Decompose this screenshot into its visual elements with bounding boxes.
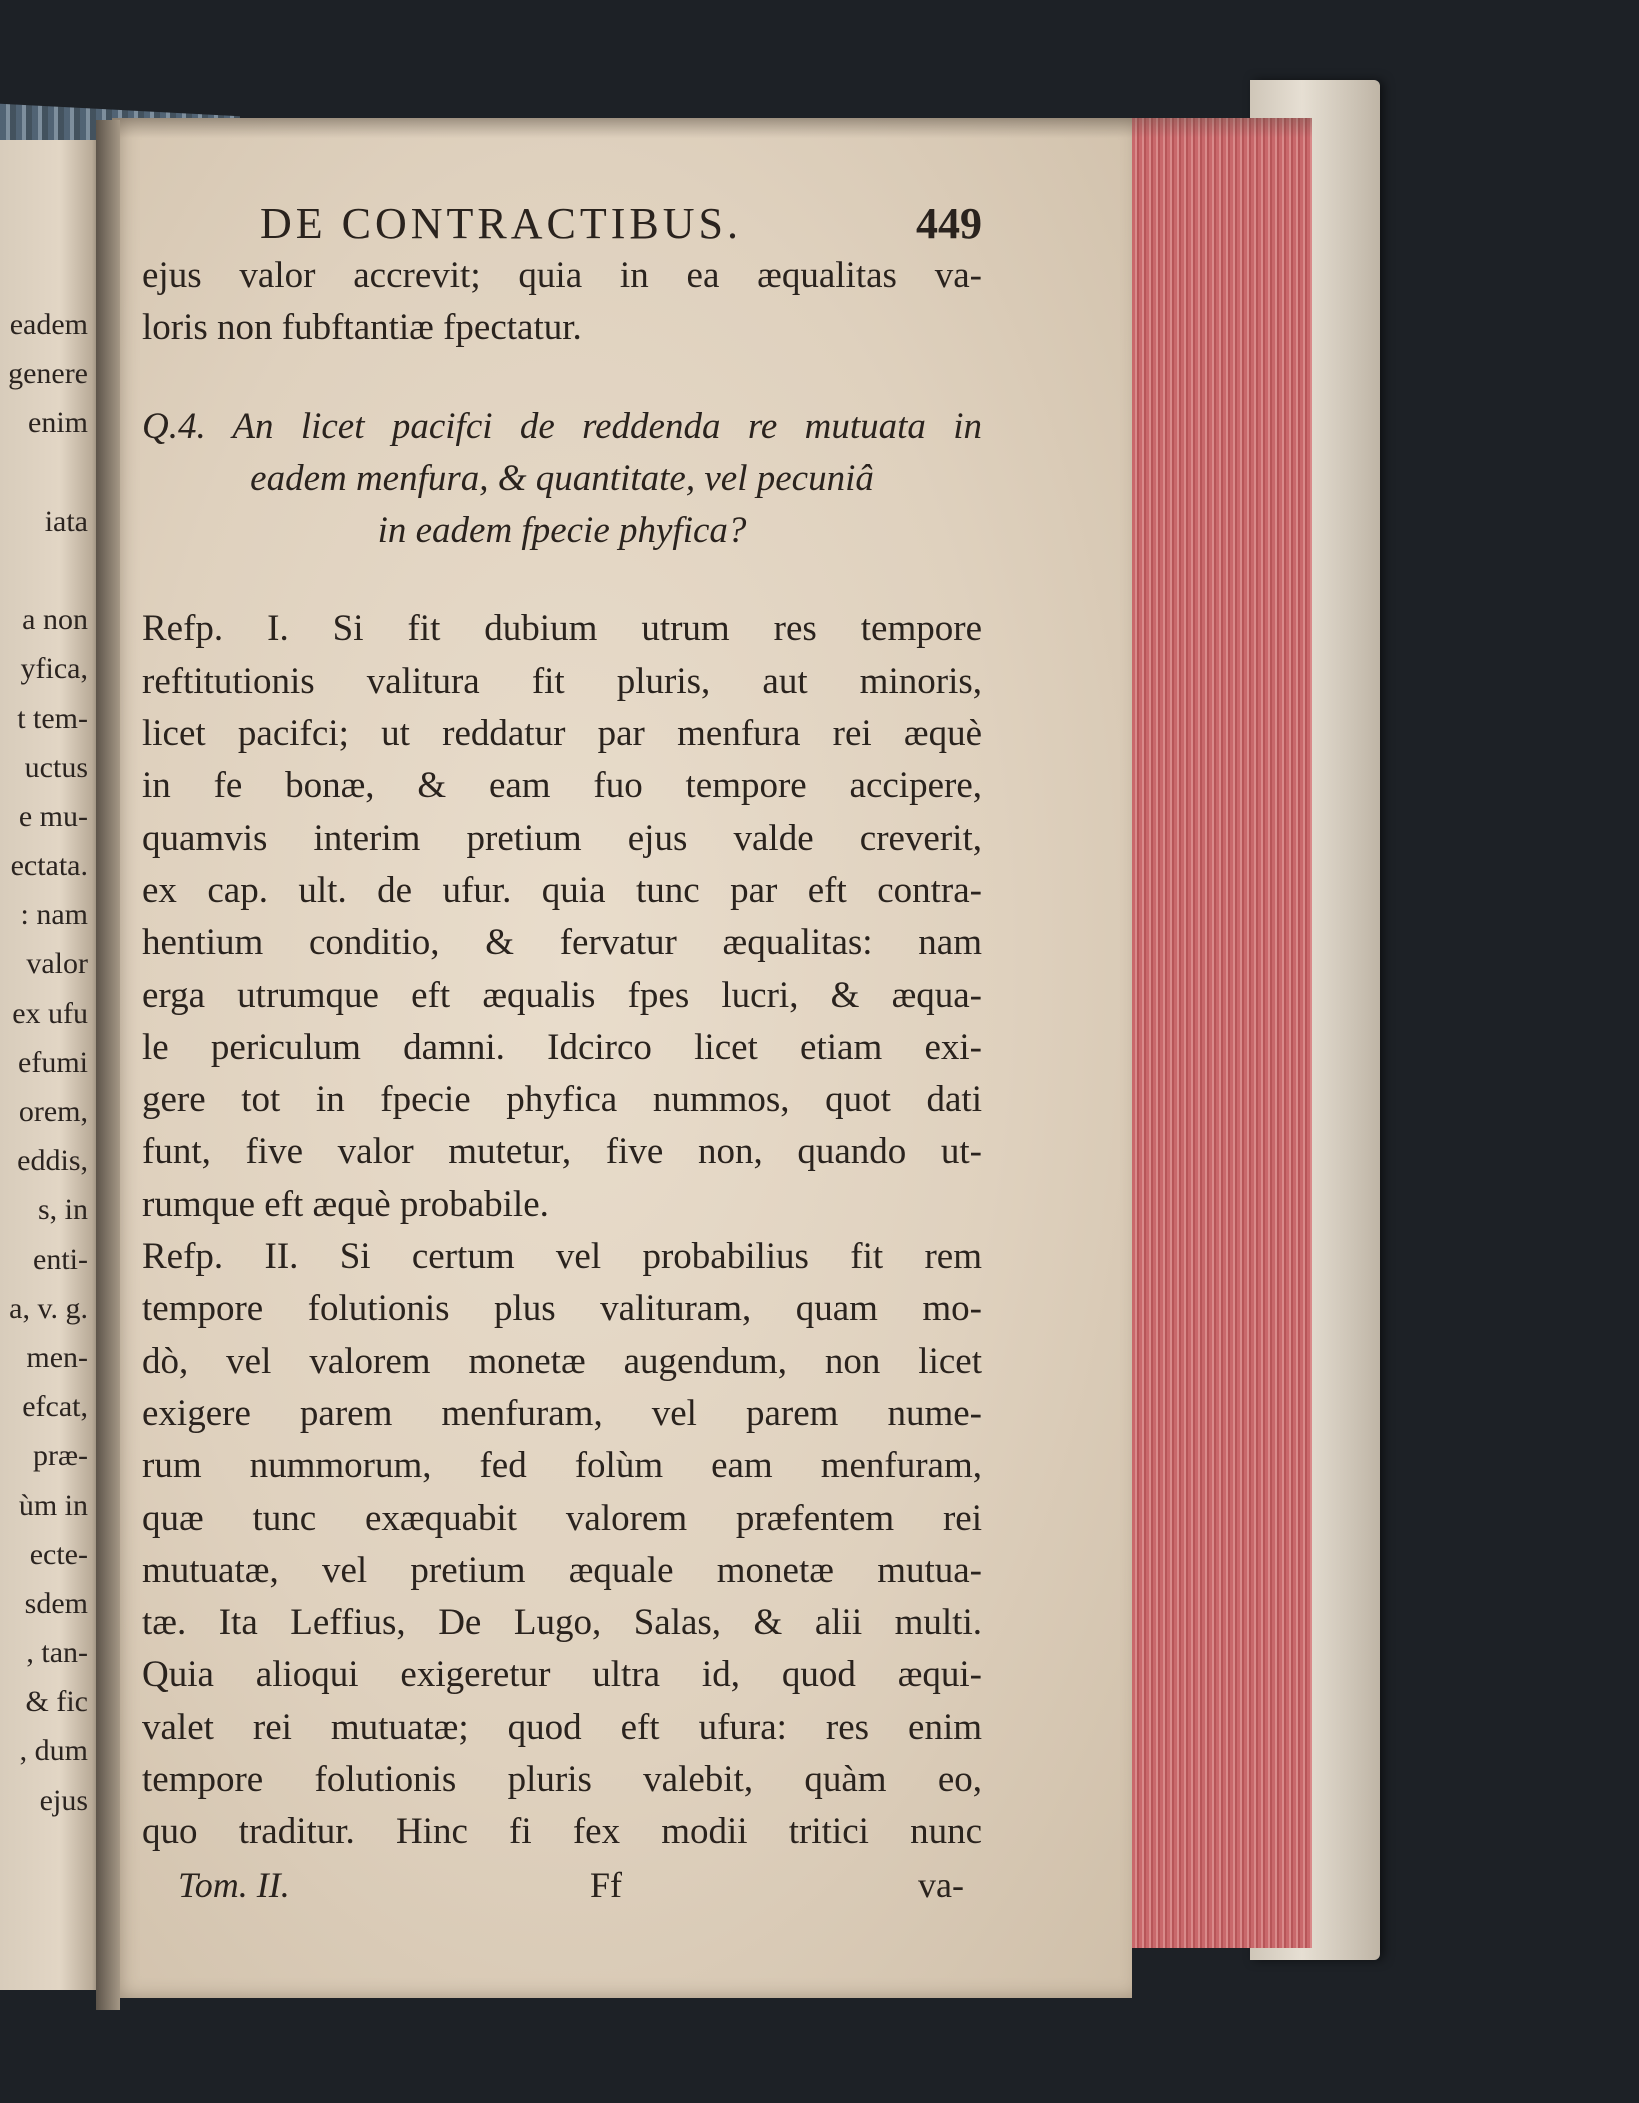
left-line-fragment: ectata. — [10, 849, 88, 883]
paragraph-continuation — [142, 250, 982, 355]
left-line-fragment: & fic — [25, 1685, 88, 1719]
page-number: 449 — [916, 199, 982, 248]
response-two — [142, 1231, 982, 1859]
left-line-fragment: yfica, — [20, 652, 88, 686]
text-line: quo traditur. Hinc fi fex modii tritici nunc — [142, 1811, 982, 1853]
left-line-fragment: ùm in — [18, 1488, 88, 1522]
left-line-fragment: efumi — [18, 1045, 88, 1079]
left-line-fragment: , dum — [19, 1734, 88, 1768]
catchline — [142, 1859, 982, 1911]
text-line: ex cap. ult. de ufur. quia tunc par eft contra- — [142, 869, 982, 911]
left-line-fragment: t tem- — [17, 701, 88, 735]
left-line-fragment: a, v. g. — [9, 1291, 88, 1325]
left-line-fragment: orem, — [18, 1095, 88, 1128]
text-line: rumque eft æquè probabile. — [142, 1183, 549, 1225]
text-line: ejus valor accrevit; quia in ea æqualitas va- — [142, 255, 982, 296]
text-line: licet pacifci; ut reddatur par menfura rei æquè — [142, 713, 982, 755]
left-line-fragment — [0, 546, 88, 595]
text-line: erga utrumque eft æqualis fpes lucri, & æqua- — [142, 974, 982, 1016]
left-line-fragment: præ- — [33, 1439, 88, 1473]
text-line: Quia alioqui exigeretur ultra id, quod æqui- — [142, 1654, 982, 1696]
left-line-fragment: efcat, — [22, 1390, 88, 1424]
text-line: mutuatæ, vel pretium æquale monetæ mutua- — [142, 1549, 982, 1591]
right-page-text — [142, 190, 982, 1911]
left-line-fragment: eddis, — [17, 1144, 88, 1178]
question-line: Q.4. An licet pacifci de reddenda re mutuata in — [142, 405, 982, 447]
text-line: quæ tunc exæquabit valorem præfentem rei — [142, 1497, 982, 1539]
text-line: hentium conditio, & fervatur æqualitas: nam — [142, 922, 982, 964]
text-line: tæ. Ita Leffius, De Lugo, Salas, & alii multi. — [142, 1602, 982, 1644]
left-line-fragment: enim — [28, 406, 88, 440]
left-line-fragment: e mu- — [18, 799, 88, 833]
running-head — [142, 190, 982, 250]
left-line-fragment: men- — [26, 1340, 88, 1374]
text-line: exigere parem menfuram, vel parem nume- — [142, 1392, 982, 1434]
left-line-fragment: valor — [26, 947, 88, 981]
page-shadow — [112, 118, 1312, 138]
text-line: le periculum damni. Idcirco licet etiam exi- — [142, 1026, 982, 1068]
question-heading — [142, 401, 982, 558]
left-line-fragment: sdem — [24, 1586, 88, 1620]
catchword: va- — [918, 1864, 964, 1905]
text-line: reftitutionis valitura fit pluris, aut minoris, — [142, 660, 982, 702]
text-line: rum nummorum, fed folùm eam menfuram, — [142, 1445, 982, 1487]
running-head-title: DE CONTRACTIBUS. — [260, 199, 743, 248]
volume-mark: Tom. II. — [178, 1864, 290, 1905]
left-line-fragment — [0, 448, 88, 497]
text-line: loris non fubftantiæ fpectatur. — [142, 307, 582, 349]
question-line: in eadem fpecie phyfica? — [377, 510, 747, 552]
response-one — [142, 603, 982, 1231]
text-line: dò, vel valorem monetæ augendum, non licet — [142, 1340, 982, 1382]
signature-mark: Ff — [590, 1864, 623, 1905]
question-line: eadem menfura, & quantitate, vel pecuniâ — [250, 457, 874, 499]
gutter — [96, 120, 120, 2010]
left-line-fragment: ejus — [39, 1783, 88, 1817]
left-line-fragment: enti- — [33, 1242, 88, 1276]
text-line: valet rei mutuatæ; quod eft ufura: res enim — [142, 1706, 982, 1748]
text-line: in fe bonæ, & eam fuo tempore accipere, — [142, 765, 982, 807]
red-page-edges — [1132, 118, 1312, 1948]
left-line-fragment: ecte- — [29, 1537, 88, 1571]
left-line-fragment: : nam — [20, 898, 88, 932]
left-line-fragment: eadem — [9, 308, 88, 341]
text-line: Refp. I. Si fit dubium utrum res tempore — [142, 608, 982, 650]
text-line: gere tot in fpecie phyfica nummos, quot dati — [142, 1079, 982, 1121]
left-page-text — [0, 300, 88, 1825]
left-line-fragment: a non — [22, 603, 88, 637]
left-line-fragment: s, in — [37, 1193, 88, 1227]
text-line: Refp. II. Si certum vel probabilius fit rem — [142, 1236, 982, 1278]
left-line-fragment: iata — [44, 504, 88, 538]
left-line-fragment: genere — [8, 357, 88, 391]
left-line-fragment: ex ufu — [12, 996, 88, 1030]
text-line: tempore folutionis pluris valebit, quàm eo, — [142, 1759, 982, 1801]
text-line: quamvis interim pretium ejus valde creverit, — [142, 817, 982, 859]
text-line: tempore folutionis plus valituram, quam mo- — [142, 1288, 982, 1330]
left-line-fragment: uctus — [24, 750, 88, 784]
text-line: funt, five valor mutetur, five non, quando ut- — [142, 1131, 982, 1173]
left-line-fragment: , tan- — [26, 1636, 88, 1670]
